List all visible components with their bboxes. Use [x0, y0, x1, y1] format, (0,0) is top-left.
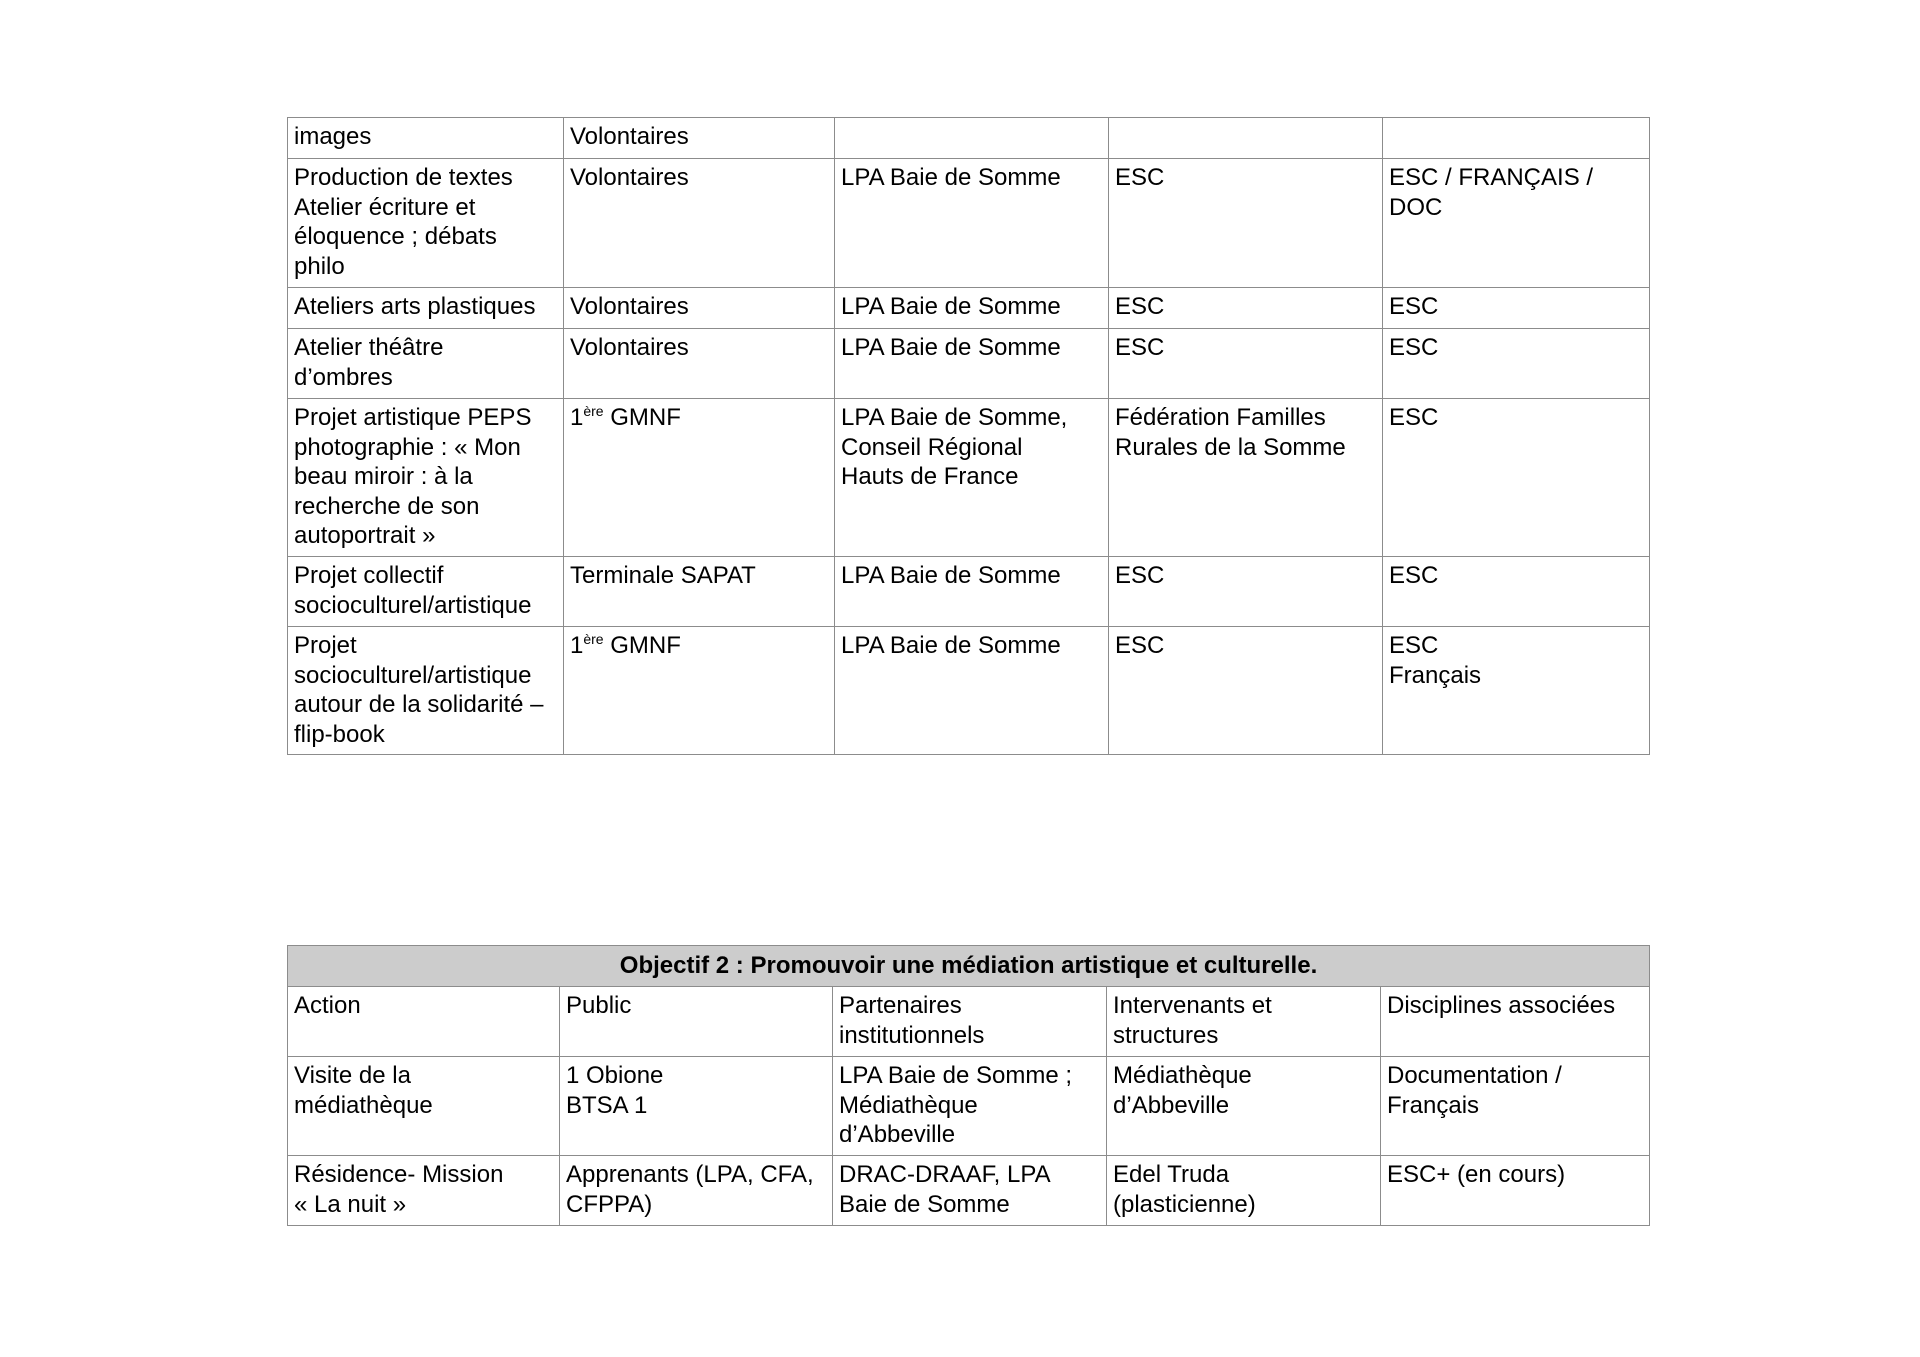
disciplines-cell: ESC	[1383, 399, 1650, 557]
table-row	[288, 557, 1650, 627]
disciplines-cell: ESC / FRANÇAIS / DOC	[1383, 159, 1650, 288]
partners-cell: LPA Baie de Somme, Conseil Régional Hauts de France	[835, 399, 1109, 557]
action-cell: Résidence- Mission « La nuit »	[288, 1156, 560, 1226]
public-cell: 1ère GMNF	[564, 399, 835, 557]
speakers-cell: Edel Truda (plasticienne)	[1107, 1156, 1381, 1226]
partners-cell: LPA Baie de Somme	[835, 557, 1109, 627]
action-cell: Ateliers arts plastiques	[288, 288, 564, 329]
disciplines-cell: ESC+ (en cours)	[1381, 1156, 1650, 1226]
table-row	[288, 1057, 1650, 1156]
public-cell: Apprenants (LPA, CFA, CFPPA)	[560, 1156, 833, 1226]
objective-2-table	[287, 945, 1650, 1226]
action-cell: Projet socioculturel/artistique autour de la solidarité – flip-book	[288, 627, 564, 755]
disciplines-cell: ESC	[1383, 288, 1650, 329]
partners-cell: LPA Baie de Somme	[835, 627, 1109, 755]
partners-cell	[835, 118, 1109, 159]
speakers-cell: ESC	[1109, 627, 1383, 755]
public-cell: Terminale SAPAT	[564, 557, 835, 627]
table-row	[288, 159, 1650, 288]
partners-cell: LPA Baie de Somme ; Médiathèque d’Abbeville	[833, 1057, 1107, 1156]
partners-cell: LPA Baie de Somme	[835, 329, 1109, 399]
public-cell: 1 Obione BTSA 1	[560, 1057, 833, 1156]
public-cell: 1ère GMNF	[564, 627, 835, 755]
header-row	[288, 987, 1650, 1057]
header-disciplines: Disciplines associées	[1381, 987, 1650, 1057]
header-action: Action	[288, 987, 560, 1057]
table-row	[288, 627, 1650, 755]
partners-cell: DRAC-DRAAF, LPA Baie de Somme	[833, 1156, 1107, 1226]
table-row	[288, 329, 1650, 399]
table-row	[288, 118, 1650, 159]
disciplines-cell: Documentation / Français	[1381, 1057, 1650, 1156]
table-row	[288, 288, 1650, 329]
disciplines-cell: ESC Français	[1383, 627, 1650, 755]
action-cell: Production de textes Atelier écriture et éloquence ; débats philo	[288, 159, 564, 288]
speakers-cell: ESC	[1109, 557, 1383, 627]
speakers-cell: Médiathèque d’Abbeville	[1107, 1057, 1381, 1156]
table-row	[288, 1156, 1650, 1226]
objective-title: Objectif 2 : Promouvoir une médiation artistique et culturelle.	[288, 946, 1650, 987]
public-cell: Volontaires	[564, 159, 835, 288]
header-public: Public	[560, 987, 833, 1057]
partners-cell: LPA Baie de Somme	[835, 288, 1109, 329]
objective-title-row	[288, 946, 1650, 987]
actions-table-continued	[287, 117, 1650, 755]
public-cell: Volontaires	[564, 288, 835, 329]
speakers-cell	[1109, 118, 1383, 159]
disciplines-cell: ESC	[1383, 557, 1650, 627]
action-cell: images	[288, 118, 564, 159]
header-partners: Partenaires institutionnels	[833, 987, 1107, 1057]
disciplines-cell: ESC	[1383, 329, 1650, 399]
public-cell: Volontaires	[564, 118, 835, 159]
table-row	[288, 399, 1650, 557]
disciplines-cell	[1383, 118, 1650, 159]
speakers-cell: ESC	[1109, 159, 1383, 288]
public-cell: Volontaires	[564, 329, 835, 399]
action-cell: Visite de la médiathèque	[288, 1057, 560, 1156]
action-cell: Atelier théâtre d’ombres	[288, 329, 564, 399]
speakers-cell: ESC	[1109, 288, 1383, 329]
action-cell: Projet collectif socioculturel/artistique	[288, 557, 564, 627]
speakers-cell: ESC	[1109, 329, 1383, 399]
header-speakers: Intervenants et structures	[1107, 987, 1381, 1057]
action-cell: Projet artistique PEPS photographie : « Mon beau miroir : à la recherche de son autoportrait »	[288, 399, 564, 557]
partners-cell: LPA Baie de Somme	[835, 159, 1109, 288]
speakers-cell: Fédération Familles Rurales de la Somme	[1109, 399, 1383, 557]
